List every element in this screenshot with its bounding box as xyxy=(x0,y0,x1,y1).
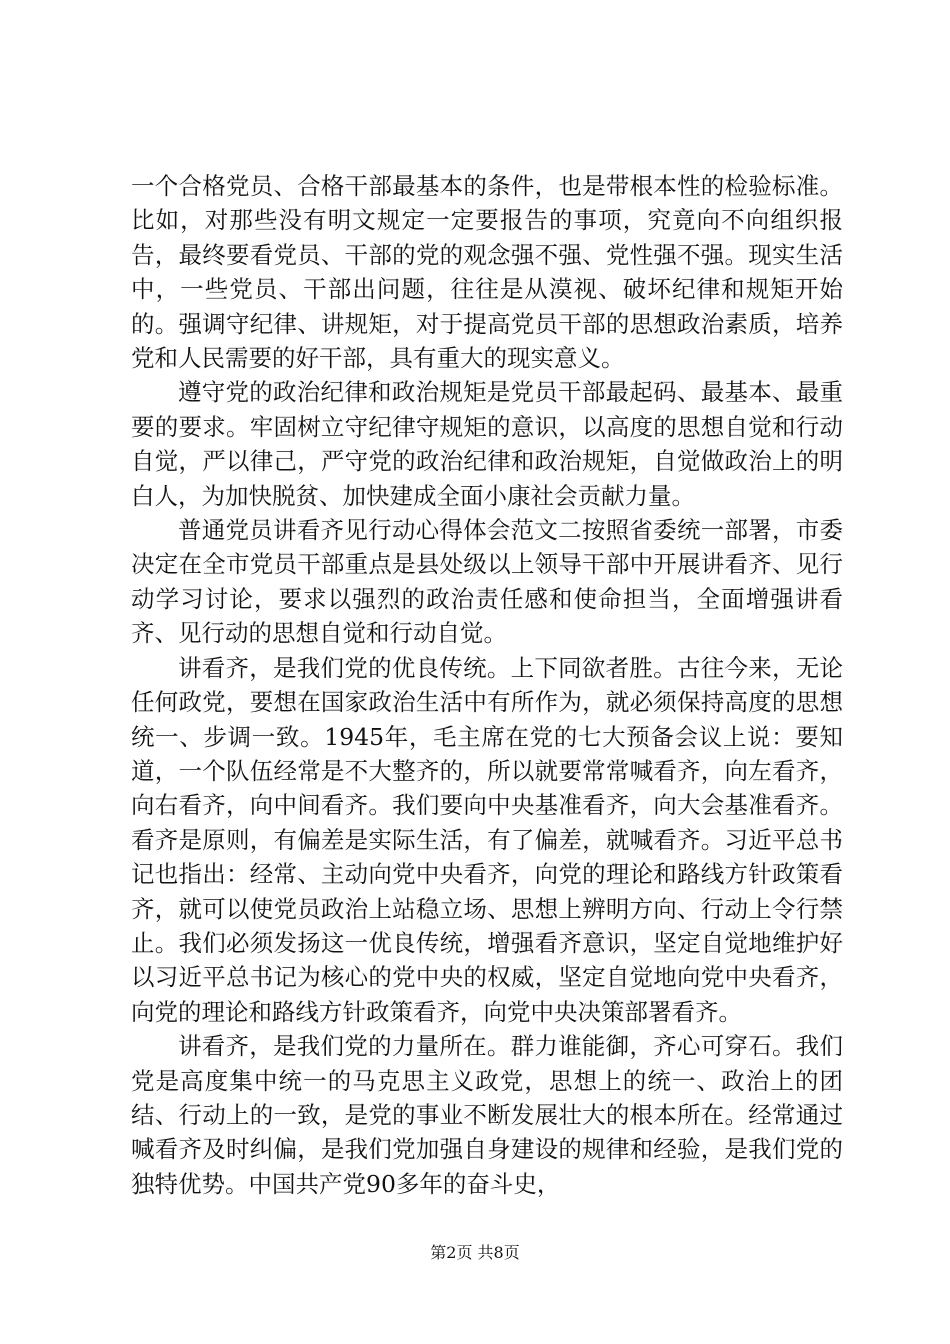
paragraph-5: 讲看齐，是我们党的力量所在。群力谁能御，齐心可穿石。我们党是高度集中统一的马克思主义政党，思想上的统一、政治上的团结、行动上的一致，是党的事业不断发展壮大的根本所在。经常通过喊看齐及时纠偏，是我们党加强自身建设的规律和经验，是我们党的独特优势。中国共产党90多年的奋斗史， xyxy=(131,1032,843,1198)
document-body xyxy=(131,169,843,1201)
paragraph-2: 遵守党的政治纪律和政治规矩是党员干部最起码、最基本、最重要的要求。牢固树立守纪律守规矩的意识，以高度的思想自觉和行动自觉，严以律己，严守党的政治纪律和政治规矩，自觉做政治上的明白人，为加快脱贫、加快建成全面小康社会贡献力量。 xyxy=(131,378,843,510)
page-number-footer: 第2页 共8页 xyxy=(430,1243,520,1262)
paragraph-1: 一个合格党员、合格干部最基本的条件，也是带根本性的检验标准。比如，对那些没有明文规定一定要报告的事项，究竟向不向组织报告，最终要看党员、干部的党的观念强不强、党性强不强。现实生活中，一些党员、干部出问题，往往是从漠视、破坏纪律和规矩开始的。强调守纪律、讲规矩，对于提高党员干部的思想政治素质，培养党和人民需要的好干部，具有重大的现实意义。 xyxy=(131,172,843,373)
paragraph-3: 普通党员讲看齐见行动心得体会范文二按照省委统一部署，市委决定在全市党员干部重点是县处级以上领导干部中开展讲看齐、见行动学习讨论，要求以强烈的政治责任感和使命担当，全面增强讲看齐、见行动的思想自觉和行动自觉。 xyxy=(131,516,843,648)
paragraph-4: 讲看齐，是我们党的优良传统。上下同欲者胜。古往今来，无论任何政党，要想在国家政治生活中有所作为，就必须保持高度的思想统一、步调一致。1945年，毛主席在党的七大预备会议上说：要知道，一个队伍经常是不大整齐的，所以就要常常喊看齐，向左看齐，向右看齐，向中间看齐。我们要向中央基准看齐，向大会基准看齐。看齐是原则，有偏差是实际生活，有了偏差，就喊看齐。习近平总书记也指出：经常、主动向党中央看齐，向党的理论和路线方针政策看齐，就可以使党员政治上站稳立场、思想上辨明方向、行动上令行禁止。我们必须发扬这一优良传统，增强看齐意识，坚定自觉地维护好以习近平总书记为核心的党中央的权威，坚定自觉地向党中央看齐，向党的理论和路线方针政策看齐，向党中央决策部署看齐。 xyxy=(131,653,843,1026)
